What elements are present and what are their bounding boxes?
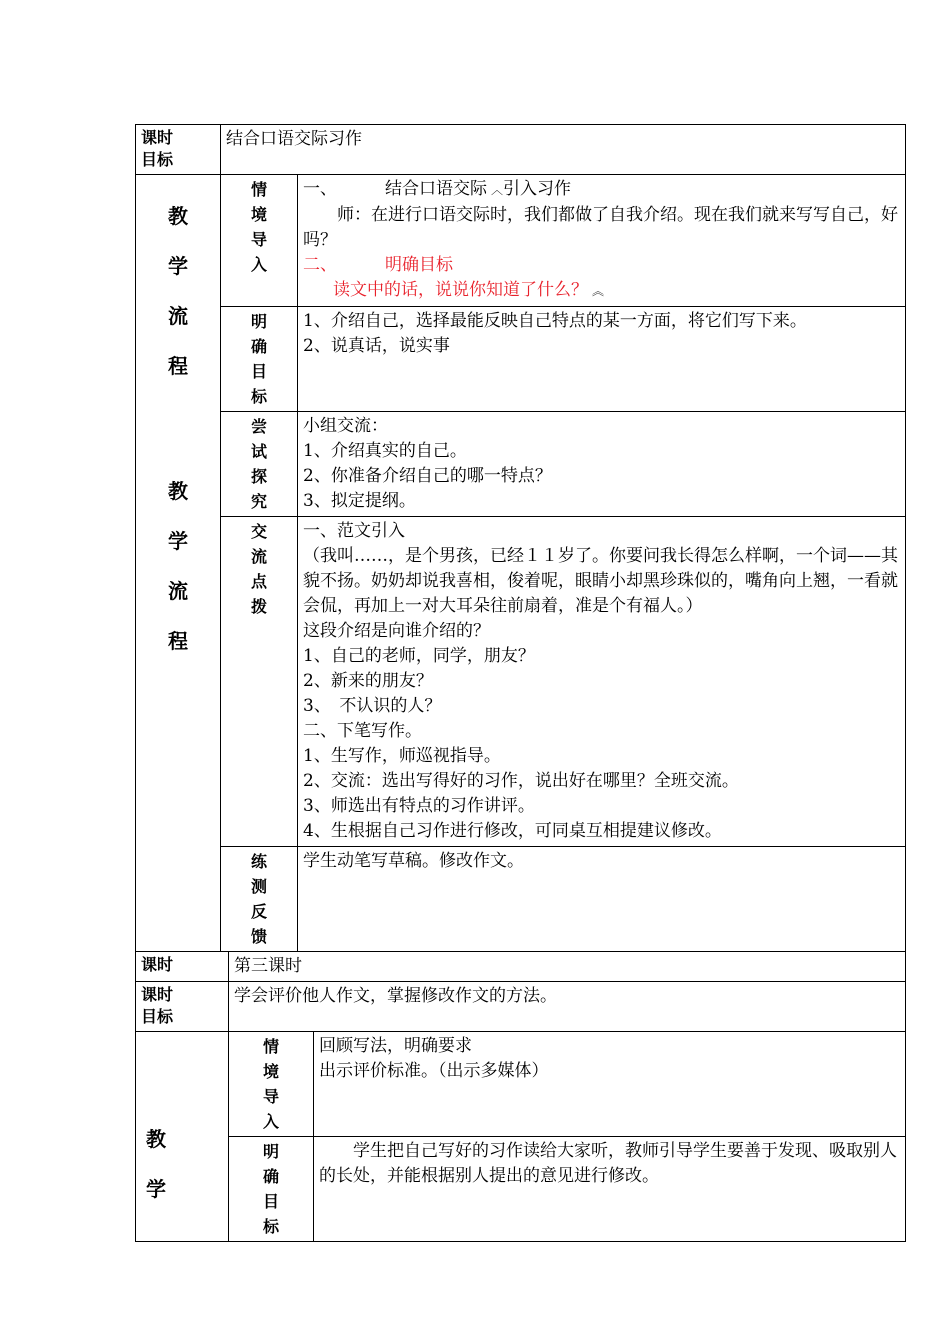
stage-content-goal: 1、介绍自己，选择最能反映自己特点的某一方面，将它们写下来。 2、说真话，说实事 <box>298 307 906 412</box>
lesson-table-1 <box>135 124 906 952</box>
stage-row-goal <box>136 307 906 412</box>
stage-content-intro: 一、 结合口语交际 ︿引入习作 师：在进行口语交际时，我们都做了自我介绍。现在我们就来写写自己，好吗？ 二、 明确目标 读文中的话，说说你知道了什么？ ︽ <box>298 175 906 307</box>
stage-row-exchange <box>136 517 906 847</box>
process-label-2: 教 学 <box>136 1032 229 1242</box>
stage-label-goal-2: 明 确 目 标 <box>229 1137 314 1242</box>
stage-label-exchange: 交 流 点 拨 <box>221 517 298 847</box>
stage-content-goal-2: 学生把自己写好的习作读给大家听，教师引导学生要善于发现、吸取别人的长处，并能根据别人提出的意见进行修改。 <box>314 1137 906 1242</box>
goal-row <box>136 125 906 175</box>
goal-row-2 <box>136 982 906 1032</box>
goal-text: 结合口语交际习作 <box>221 125 906 175</box>
stage-content-exchange: 一、范文引入 （我叫……，是个男孩，已经１１岁了。你要问我长得怎么样啊，一个词——其貌不扬。奶奶却说我喜相，俊着呢，眼睛小却黑珍珠似的，嘴角向上翘，一看就会侃，再加上一对大耳朵往前扇着，准是个有福人。） 这段介绍是向谁介绍的？ 1、自己的老师，同学，朋友？ 2、新来的朋友？ 3、 不认识的人？ 二、下笔写作。 1、生写作，师巡视指导。 2、交流：选出写得好的习作，说出好在哪里？全班交流。 3、师选出有特点的习作讲评。 4、生根据自己习作进行修改，可同桌互相提建议修改。 <box>298 517 906 847</box>
period-row <box>136 952 906 982</box>
double-caret-up-icon: ︽ <box>592 284 605 298</box>
lesson-plan-document <box>135 124 905 1242</box>
stage-row-feedback <box>136 847 906 952</box>
goal-text-2: 学会评价他人作文，掌握修改作文的方法。 <box>229 982 906 1032</box>
caret-up-icon: ︿ <box>491 183 504 197</box>
stage-row-goal-2 <box>136 1137 906 1242</box>
stage-content-feedback: 学生动笔写草稿。修改作文。 <box>298 847 906 952</box>
stage-content-intro-2: 回顾写法，明确要求 出示评价标准。（出示多媒体） <box>314 1032 906 1137</box>
goal-label-2: 课时 目标 <box>136 982 229 1032</box>
stage-label-intro-2: 情 境 导 入 <box>229 1032 314 1137</box>
period-label: 课时 <box>136 952 229 982</box>
stage-label-goal: 明 确 目 标 <box>221 307 298 412</box>
lesson-table-2 <box>135 952 906 1242</box>
goal-label: 课时 目标 <box>136 125 221 175</box>
period-text: 第三课时 <box>229 952 906 982</box>
stage-label-feedback: 练 测 反 馈 <box>221 847 298 952</box>
stage-content-explore: 小组交流： 1、介绍真实的自己。 2、你准备介绍自己的哪一特点？ 3、拟定提纲。 <box>298 412 906 517</box>
stage-label-intro: 情 境 导 入 <box>221 175 298 307</box>
stage-row-intro <box>136 175 906 307</box>
stage-label-explore: 尝 试 探 究 <box>221 412 298 517</box>
stage-row-intro-2 <box>136 1032 906 1137</box>
process-label: 教 学 流 程 教 学 流 程 <box>136 175 221 952</box>
stage-row-explore <box>136 412 906 517</box>
